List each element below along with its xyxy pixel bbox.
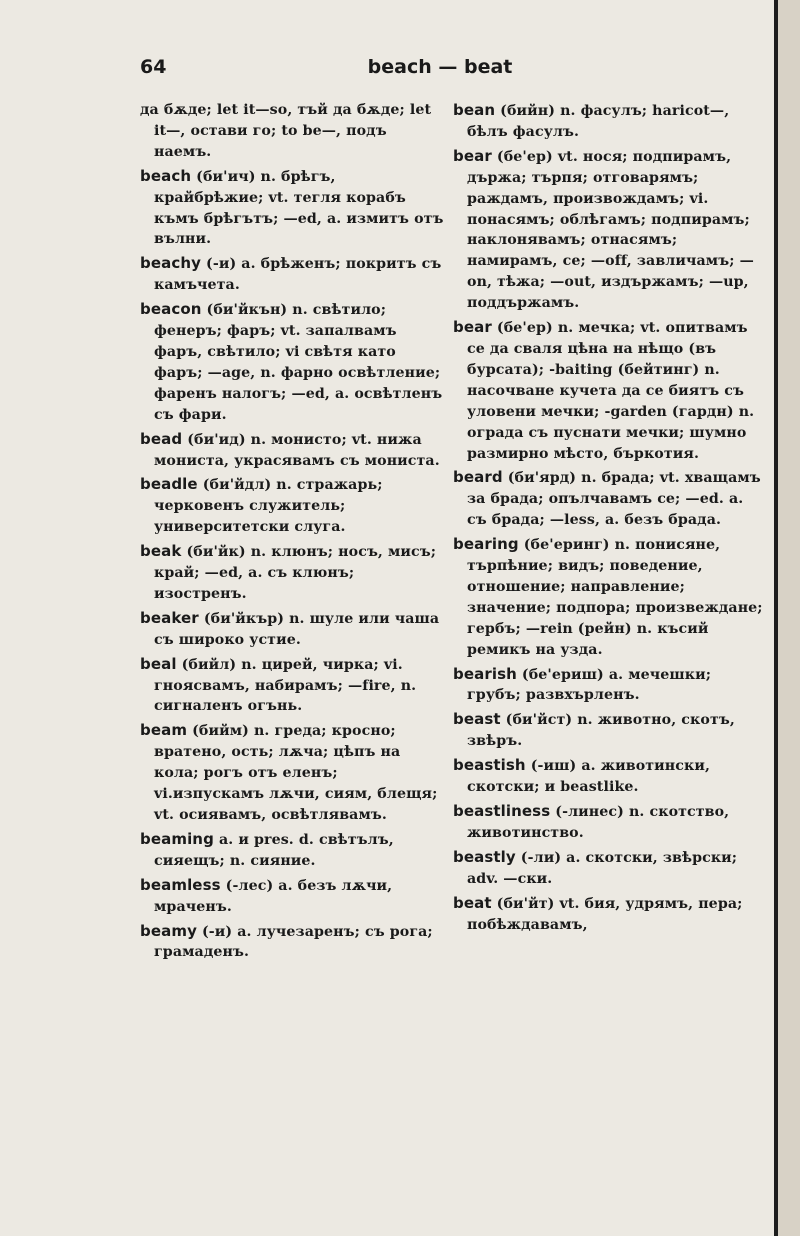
dictionary-entry	[140, 829, 445, 872]
entry-headword: beachy	[140, 254, 201, 273]
entry-headword: bean	[453, 101, 496, 119]
dictionary-entry	[453, 467, 767, 531]
entry-headword: beal	[140, 654, 177, 673]
dictionary-entry	[140, 253, 445, 296]
entry-headword: beach	[140, 166, 192, 185]
entry-definition: (би'йт) vt. бия, удрямъ, пера; побѣждавамъ,	[467, 895, 743, 933]
entry-headword: bearish	[453, 664, 517, 683]
entry-headword: bear	[453, 318, 492, 337]
entry-headword: beaming	[140, 829, 214, 848]
entry-headword: beast	[453, 710, 501, 729]
left-column	[140, 100, 445, 966]
right-column	[453, 100, 767, 938]
entry-definition: (би'йкър) n. шуле или чаша съ широко устие.	[154, 610, 440, 648]
entry-definition: (бийн) n. фасулъ; haricot—, бѣлъ фасулъ.	[467, 103, 730, 140]
entry-definition: (би'ид) n. монисто; vt. нижа мониста, украсявамъ съ мониста.	[154, 431, 440, 469]
entry-definition: (би'йк) n. клюнъ; носъ, мисъ; край; —ed, a. съ клюнъ; изостренъ.	[154, 544, 437, 602]
entry-headword: bear	[453, 146, 492, 165]
entry-headword: beaker	[140, 608, 199, 627]
entry-headword: beacon	[140, 300, 202, 319]
dictionary-entry	[140, 100, 445, 163]
adjacent-page-edge	[774, 0, 800, 1236]
dictionary-entry	[453, 801, 767, 844]
dictionary-entry	[140, 921, 445, 964]
dictionary-entry	[453, 893, 767, 936]
entry-headword: beam	[140, 721, 188, 740]
dictionary-entry	[140, 654, 445, 718]
dictionary-entry	[140, 474, 445, 538]
dictionary-entry	[140, 429, 445, 472]
entry-definition: (-ли) a. скотски, звѣрски; adv. —ски.	[467, 849, 738, 887]
entry-definition: (бийм) n. греда; кросно; вратено, ость; лѫча; цѣпъ на кола; рогъ отъ еленъ; vi.изпускамъ лѫчи, сиям, блещя; vt. осиявамъ, освѣтлявамъ.	[154, 723, 438, 823]
dictionary-entry	[140, 608, 445, 651]
entry-headword: beak	[140, 542, 182, 561]
entry-definition: (би'ярд) n. брада; vt. хващамъ за брада; опълчавамъ се; —ed. a. съ брада; —less, a. безъ брада.	[467, 470, 761, 529]
entry-definition: да бѫде; let it—so, тъй да бѫде; let it—, остави го; to be—, подъ наемъ.	[140, 102, 432, 160]
dictionary-entry	[140, 166, 445, 251]
entry-definition: (-и) a. брѣженъ; покритъ съ камъчета.	[154, 256, 442, 294]
dictionary-entry	[140, 875, 445, 918]
entry-headword: beadle	[140, 475, 198, 494]
entry-definition: (бе'ер) n. мечка; vt. опитвамъ се да сваля цѣна на нѣщо (въ бурсата); -baiting (бейтинг) n. насочване кучета да се биятъ съ уловени мечки; -garden (гардн) n. ограда съ пуснати мечки; шумно размирно мѣсто, бъркотия.	[467, 320, 755, 462]
running-head: beach — beat	[367, 56, 513, 78]
entry-headword: beastliness	[453, 802, 551, 820]
dictionary-entry	[453, 100, 767, 143]
page-number: 64	[140, 56, 167, 78]
dictionary-entry	[140, 720, 445, 826]
entry-definition: (-иш) a. животински, скотски; и beastlike.	[467, 758, 711, 796]
entry-definition: (би'йкън) n. свѣтило; фенеръ; фаръ; vt. запалвамъ фаръ, свѣтило; vi свѣтя като фаръ; —age, n. фарно освѣтление; фаренъ налогъ; —ed, a. освѣтленъ съ фари.	[154, 302, 443, 423]
entry-definition: a. и pres. d. свѣтълъ, сияещъ; n. сияние.	[154, 831, 394, 869]
dictionary-entry	[453, 664, 767, 707]
dictionary-entry	[453, 847, 767, 890]
dictionary-entry	[453, 534, 767, 660]
entry-headword: bead	[140, 429, 183, 448]
entry-definition: (бе'ер) vt. нося; подпирамъ, държа; търпя; отговарямъ; раждамъ, произвождамъ; vi. понасямъ; облѣгамъ; подпирамъ; наклонявамъ; отнасямъ; намирамъ, се; —off, завличамъ; —on, тѣжа; —out, издържамъ; —up, поддържамъ.	[467, 148, 754, 312]
dictionary-entry	[140, 541, 445, 605]
entry-definition: (би'ич) n. брѣгъ, крайбрѣжие; vt. тегля корабъ къмъ брѣгътъ; —ed, a. измитъ отъ вълни.	[154, 168, 444, 248]
dictionary-entry	[453, 317, 767, 464]
dictionary-entry	[453, 709, 767, 752]
entry-definition: (бийл) n. цирей, чирка; vi. гноясвамъ, набирамъ; —fire, n. сигналенъ огънь.	[154, 656, 417, 715]
entry-headword: beat	[453, 893, 492, 912]
entry-headword: beamy	[140, 921, 197, 940]
entry-definition: (би'йдл) n. стражарь; черковенъ служитель; университетски слуга.	[154, 477, 383, 536]
entry-definition: (би'йст) n. животно, скотъ, звѣръ.	[467, 712, 735, 750]
entry-definition: (-и) a. лучезаренъ; съ рога; грамаденъ.	[154, 923, 433, 961]
dictionary-entry	[140, 299, 445, 425]
entry-headword: beard	[453, 468, 503, 487]
dictionary-entry	[453, 755, 767, 798]
entry-headword: beamless	[140, 875, 221, 894]
entry-definition: (-лес) a. безъ лѫчи, мраченъ.	[154, 877, 393, 915]
entry-headword: beastish	[453, 756, 526, 775]
entry-definition: (бе'еринг) n. понисяне, търпѣние; видъ; поведение, отношение; направление; значение; подпора; произвеждане; гербъ; —rein (рейн) n. късий ремикъ на узда.	[467, 537, 763, 658]
dictionary-entry	[453, 146, 767, 314]
entry-definition: (бе'ериш) a. мечешки; грубъ; развхърленъ.	[467, 666, 712, 704]
entry-headword: bearing	[453, 535, 519, 554]
entry-definition: (-линес) n. скотство, животинство.	[467, 804, 730, 841]
page-header	[140, 56, 740, 86]
entry-headword: beastly	[453, 847, 516, 866]
